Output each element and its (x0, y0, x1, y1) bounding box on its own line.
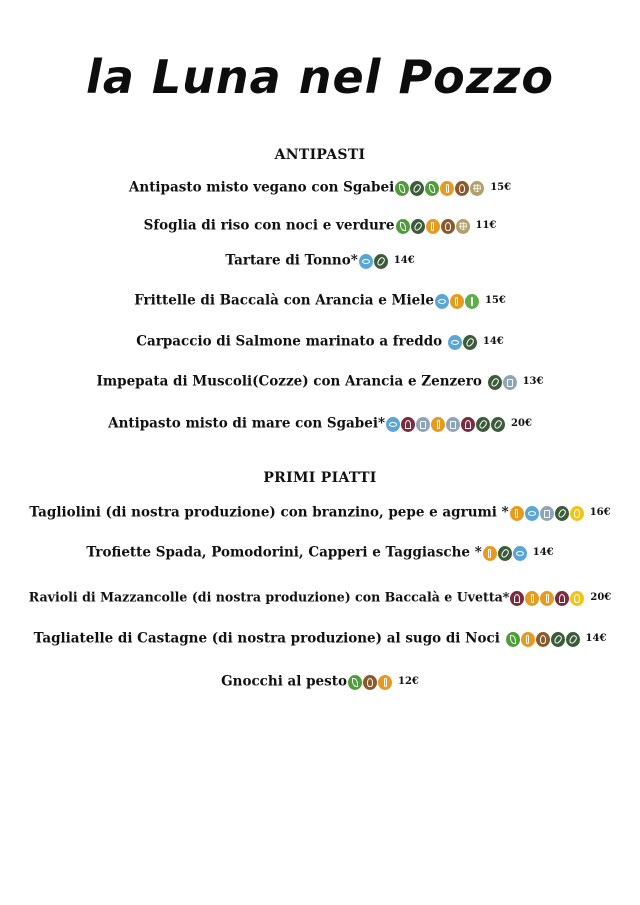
allergen-icon (555, 591, 569, 606)
allergen-icons (506, 628, 581, 650)
allergen-icon (488, 375, 502, 390)
allergen-icon (441, 219, 455, 234)
menu-item (0, 586, 640, 609)
menu-item (0, 370, 640, 393)
allergen-icons (395, 177, 485, 199)
allergen-icon (378, 675, 392, 690)
allergen-icon (410, 181, 424, 196)
allergen-icon (363, 675, 377, 690)
menu-title: la Luna nel Pozzo (86, 50, 554, 104)
dish-price: 11€ (475, 219, 497, 231)
allergen-icon (386, 417, 400, 432)
dish-price: 13€ (522, 375, 544, 387)
dish-price: 16€ (589, 506, 611, 518)
allergen-icon (463, 335, 477, 350)
dish-price: 15€ (490, 181, 512, 193)
allergen-icons (483, 542, 528, 564)
allergen-icon (570, 591, 584, 606)
allergen-icon (348, 675, 362, 690)
allergen-icons (510, 587, 585, 609)
allergen-icon (426, 219, 440, 234)
dish-name: Tagliatelle di Castagne (di nostra produzione) al sugo di Noci (33, 630, 505, 647)
menu-item (0, 249, 640, 272)
allergen-icon (455, 181, 469, 196)
allergen-icon (395, 181, 409, 196)
dish-name: Gnocchi al pesto (221, 673, 347, 690)
allergen-icons (435, 290, 480, 312)
allergen-icon (491, 417, 505, 432)
dish-price: 14€ (393, 254, 415, 266)
allergen-icon (536, 632, 550, 647)
dish-price: 14€ (482, 335, 504, 347)
allergen-icon (450, 294, 464, 309)
dish-price: 14€ (532, 546, 554, 558)
allergen-icon (513, 546, 527, 561)
dish-name: Impepata di Muscoli(Cozze) con Arancia e Zenzero (96, 373, 487, 390)
allergen-icon (446, 417, 460, 432)
allergen-icon (411, 219, 425, 234)
dish-name: Ravioli di Mazzancolle (di nostra produzione) con Baccalà e Uvetta* (28, 589, 510, 605)
allergen-icons (396, 215, 471, 237)
allergen-icon (435, 294, 449, 309)
allergen-icons (386, 413, 506, 435)
allergen-icon (374, 254, 388, 269)
allergen-icon (525, 506, 539, 521)
allergen-icon (566, 632, 580, 647)
allergen-icons (448, 331, 478, 353)
allergen-icon (456, 219, 470, 234)
allergen-icon (570, 506, 584, 521)
dish-name: Trofiette Spada, Pomodorini, Capperi e Taggiasche * (86, 544, 482, 561)
menu-item (0, 412, 640, 435)
menu-item (0, 289, 640, 312)
menu-item (0, 501, 640, 524)
dish-name: Frittelle di Baccalà con Arancia e Miele (134, 292, 434, 309)
allergen-icon (540, 591, 554, 606)
dish-name: Antipasto misto di mare con Sgabei* (108, 415, 386, 432)
dish-name: Tagliolini (di nostra produzione) con branzino, pepe e agrumi * (29, 504, 509, 521)
allergen-icon (396, 219, 410, 234)
dish-price: 14€ (585, 632, 607, 644)
allergen-icon (555, 506, 569, 521)
allergen-icon (498, 546, 512, 561)
allergen-icon (551, 632, 565, 647)
section-title-antipasti: ANTIPASTI (274, 147, 366, 163)
allergen-icon (540, 506, 554, 521)
allergen-icon (506, 632, 520, 647)
dish-price: 20€ (511, 417, 532, 429)
dish-price: 15€ (484, 294, 506, 306)
allergen-icon (440, 181, 454, 196)
allergen-icon (431, 417, 445, 432)
allergen-icon (525, 591, 539, 606)
allergen-icon (416, 417, 430, 432)
allergen-icon (461, 417, 475, 432)
allergen-icons (510, 502, 585, 524)
allergen-icon (483, 546, 497, 561)
allergen-icon (510, 591, 524, 606)
allergen-icons (359, 250, 389, 272)
allergen-icon (465, 294, 479, 309)
allergen-icons (488, 371, 518, 393)
allergen-icon (503, 375, 517, 390)
allergen-icon (425, 181, 439, 196)
allergen-icon (470, 181, 484, 196)
menu-item (0, 176, 640, 199)
dish-price: 12€ (398, 675, 419, 687)
menu-item (0, 627, 640, 650)
menu-item (0, 214, 640, 237)
menu-item (0, 541, 640, 564)
allergen-icon (476, 417, 490, 432)
dish-name: Sfoglia di riso con noci e verdure (143, 217, 395, 234)
menu-item (0, 670, 640, 693)
allergen-icon (510, 506, 524, 521)
dish-name: Carpaccio di Salmone marinato a freddo (136, 333, 447, 350)
section-title-primi-piatti: PRIMI PIATTI (263, 470, 377, 486)
dish-name: Tartare di Tonno* (225, 252, 358, 269)
dish-price: 20€ (590, 591, 612, 603)
allergen-icon (401, 417, 415, 432)
allergen-icon (521, 632, 535, 647)
dish-name: Antipasto misto vegano con Sgabei (128, 179, 395, 196)
allergen-icons (348, 671, 393, 693)
allergen-icon (359, 254, 373, 269)
menu-item (0, 330, 640, 353)
allergen-icon (448, 335, 462, 350)
